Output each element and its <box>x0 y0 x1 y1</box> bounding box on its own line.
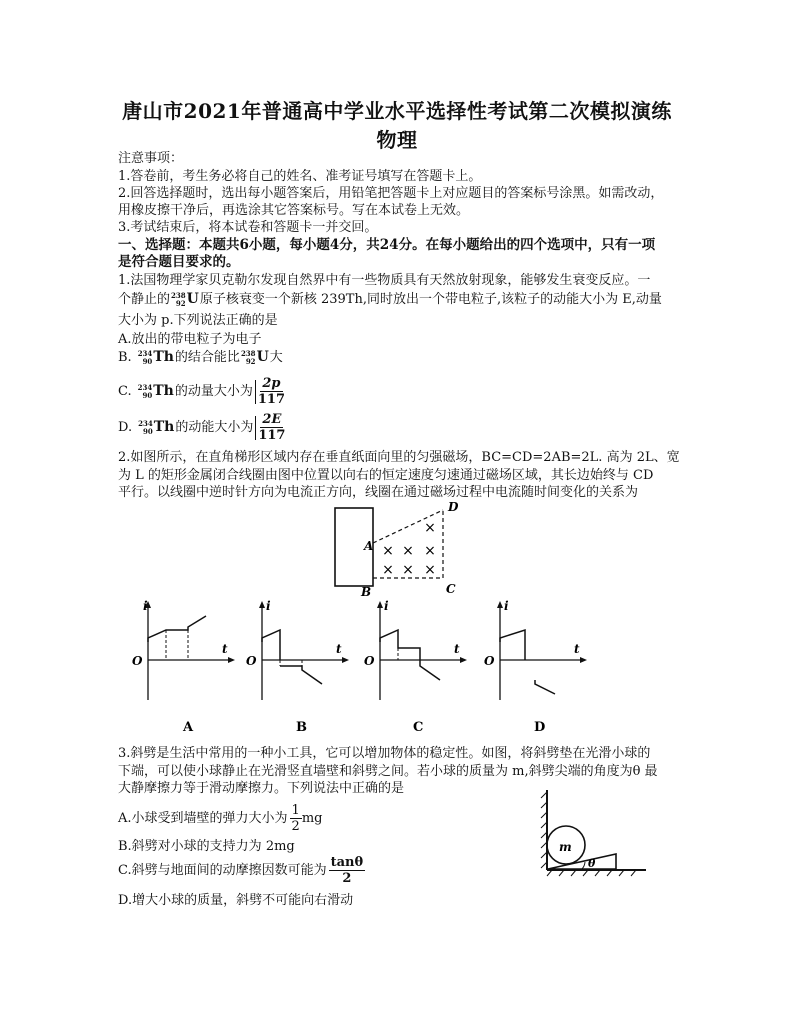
graph-b <box>242 600 362 735</box>
axis-label-t: t <box>574 642 580 656</box>
field-cross-mark: × <box>402 562 414 578</box>
t-arrow-icon <box>460 657 467 663</box>
nuclide-symbol: U <box>186 291 199 307</box>
nuclide-mass: 234 <box>138 418 153 428</box>
current-curve-negative <box>535 680 555 694</box>
fraction-numerator: 2p <box>262 376 281 391</box>
fraction-denominator: 2 <box>291 819 300 834</box>
field-cross-mark: × <box>424 562 436 578</box>
option-text: mg <box>301 811 323 826</box>
fraction-denominator: 117 <box>258 428 286 443</box>
notes-heading: 注意事项： <box>118 151 184 166</box>
note-2a: 2.回答选择题时，选出每小题答案后，用铅笔把答题卡上对应题目的答案标号涂黑。如需改动， <box>118 186 664 201</box>
field-cross-mark: × <box>402 543 414 559</box>
q1-stem-line2 <box>118 291 662 308</box>
option-letter: C. <box>118 384 132 399</box>
section-heading-1: 一、选择题：本题共6小题，每小题4分，共24分。在每小题给出的四个选项中，只有一项 <box>118 237 656 253</box>
q1-stem-line1: 1.法国物理学家贝克勒尔发现自然界中有一些物质具有天然放射现象，能够发生衰变反应。一 <box>118 273 651 288</box>
field-marks <box>382 520 436 578</box>
field-cross-mark: × <box>382 543 394 559</box>
field-cross-mark: × <box>382 562 394 578</box>
current-curve <box>380 630 440 680</box>
q2-stem-line2: 为 L 的矩形金属闭合线圈由图中位置以向右的恒定速度匀速通过磁场区域，其长边始终与 CD <box>118 468 654 483</box>
fraction-tan-theta-2 <box>329 855 366 886</box>
fraction-denominator: 117 <box>257 392 286 407</box>
nuclide-symbol: Th <box>153 383 174 399</box>
graph-caption-a: A <box>183 720 194 735</box>
q1-option-a: A.放出的带电粒子为电子 <box>118 332 262 347</box>
q1-option-c <box>118 376 285 407</box>
i-arrow-icon <box>259 601 265 608</box>
t-arrow-icon <box>580 657 587 663</box>
nuclide-u238 <box>171 291 199 308</box>
origin-label: O <box>484 654 495 668</box>
exam-subject: 物理 <box>376 128 418 152</box>
axis-label-t: t <box>222 642 228 656</box>
axis-label-t: t <box>454 642 460 656</box>
note-3: 3.考试结束后，将本试卷和答题卡一并交回。 <box>118 220 378 235</box>
option-text: 大 <box>269 350 283 365</box>
graph-caption-c: C <box>413 720 424 735</box>
nuclide-z: 92 <box>245 356 256 366</box>
fraction-bar-mark <box>255 416 256 440</box>
current-curve-negative <box>280 666 322 684</box>
nuclide-th234 <box>138 349 174 366</box>
q1-stem-pre: 个静止的 <box>118 292 171 307</box>
i-arrow-icon <box>377 601 383 608</box>
nuclide-mass: 238 <box>240 348 256 358</box>
label-point-a: A <box>364 539 374 553</box>
exam-title: 唐山市2021年普通高中学业水平选择性考试第二次模拟演练 <box>122 99 672 123</box>
nuclide-z: 90 <box>142 390 153 400</box>
current-curve <box>148 616 206 642</box>
option-text: 的动能大小为 <box>175 420 254 435</box>
fraction-numerator: tanθ <box>330 855 364 870</box>
fraction-2p-117 <box>258 376 285 407</box>
option-text: 的动量大小为 <box>174 384 253 399</box>
origin-label: O <box>132 654 143 668</box>
angle-theta-label: θ <box>588 857 596 870</box>
q2-stem-line1: 2.如图所示，在直角梯形区域内存在垂直纸面向里的匀强磁场，BC=CD=2AB=2L. 高为 2L、宽 <box>118 450 680 465</box>
q2-stem-line3: 平行。以线圈中逆时针方向为电流正方向，线圈在通过磁场过程中电流随时间变化的关系为 <box>118 485 639 500</box>
label-point-c: C <box>446 582 456 596</box>
origin-label: O <box>246 654 257 668</box>
fraction-numerator: 1 <box>291 803 300 818</box>
i-arrow-icon <box>497 601 503 608</box>
field-cross-mark: × <box>424 543 436 559</box>
graph-d <box>480 600 600 735</box>
q3-option-a <box>118 803 322 834</box>
option-text: C.斜劈与地面间的动摩擦因数可能为 <box>118 863 327 878</box>
q3-stem-line3: 大静摩擦力等于滑动摩擦力。下列说法中正确的是 <box>118 781 405 796</box>
graph-c <box>360 600 480 735</box>
fraction-bar-mark <box>255 380 256 404</box>
t-arrow-icon <box>342 657 349 663</box>
axis-label-i: i <box>384 599 389 613</box>
q1-stem-post: 原子核衰变一个新核 239Th,同时放出一个带电粒子,该粒子的动能大小为 E,动量 <box>199 292 662 307</box>
option-letter: D. <box>118 420 133 435</box>
nuclide-mass: 238 <box>171 290 186 300</box>
fraction-2e-117 <box>258 412 285 443</box>
nuclide-symbol: Th <box>153 349 174 365</box>
fraction-denominator: 2 <box>342 871 352 886</box>
current-curve-positive <box>262 630 280 660</box>
current-curve-positive <box>500 630 525 660</box>
ball-mass-label: m <box>559 840 572 854</box>
note-2b: 用橡皮擦干净后，再选涂其它答案标号。写在本试卷上无效。 <box>118 203 470 218</box>
angle-arc <box>582 862 585 869</box>
q1-stem-line3: 大小为 p.下列说法正确的是 <box>118 313 278 328</box>
origin-label: O <box>364 654 375 668</box>
graph-a <box>118 600 238 735</box>
option-text: A.小球受到墙壁的弹力大小为 <box>118 811 288 826</box>
axis-label-i: i <box>143 599 148 613</box>
q3-option-b: B.斜劈对小球的支持力为 2mg <box>118 839 295 854</box>
nuclide-th234 <box>138 419 174 436</box>
q3-stem-line2: 下端，可以使小球静止在光滑竖直墙壁和斜劈之间。若小球的质量为 m,斜劈尖端的角度为θ 最 <box>118 764 658 779</box>
q3-option-c <box>118 855 365 886</box>
fraction-one-half <box>290 803 302 834</box>
label-point-d: D <box>448 500 459 514</box>
option-text: 的结合能比 <box>174 350 240 365</box>
field-cross-mark: × <box>424 520 436 536</box>
nuclide-th234 <box>138 383 174 400</box>
axis-label-t: t <box>336 642 342 656</box>
graph-caption-b: B <box>296 720 307 735</box>
nuclide-symbol: Th <box>153 419 175 435</box>
axis-label-i: i <box>504 599 509 613</box>
nuclide-mass: 234 <box>137 348 153 358</box>
option-letter: B. <box>118 350 132 365</box>
nuclide-symbol: U <box>256 349 269 365</box>
nuclide-z: 90 <box>142 356 153 366</box>
axis-label-i: i <box>266 599 271 613</box>
graph-caption-d: D <box>534 720 546 735</box>
q1-option-b <box>118 349 283 366</box>
label-point-b: B <box>361 585 372 599</box>
magnetic-field-figure <box>320 500 470 600</box>
wedge-figure <box>538 790 648 880</box>
q1-option-d <box>118 412 285 443</box>
note-1: 1.答卷前，考生务必将自己的姓名、准考证号填写在答题卡上。 <box>118 169 482 184</box>
fraction-numerator: 2E <box>262 412 282 427</box>
section-heading-2: 是符合题目要求的。 <box>118 254 240 270</box>
nuclide-z: 90 <box>142 426 153 436</box>
q3-option-d: D.增大小球的质量，斜劈不可能向右滑动 <box>118 893 354 908</box>
nuclide-mass: 234 <box>137 382 153 392</box>
q3-stem-line1: 3.斜劈是生活中常用的一种小工具，它可以增加物体的稳定性。如图，将斜劈垫在光滑小球的 <box>118 746 651 761</box>
nuclide-u238 <box>241 349 269 366</box>
nuclide-z: 92 <box>175 298 186 308</box>
t-arrow-icon <box>228 657 235 663</box>
